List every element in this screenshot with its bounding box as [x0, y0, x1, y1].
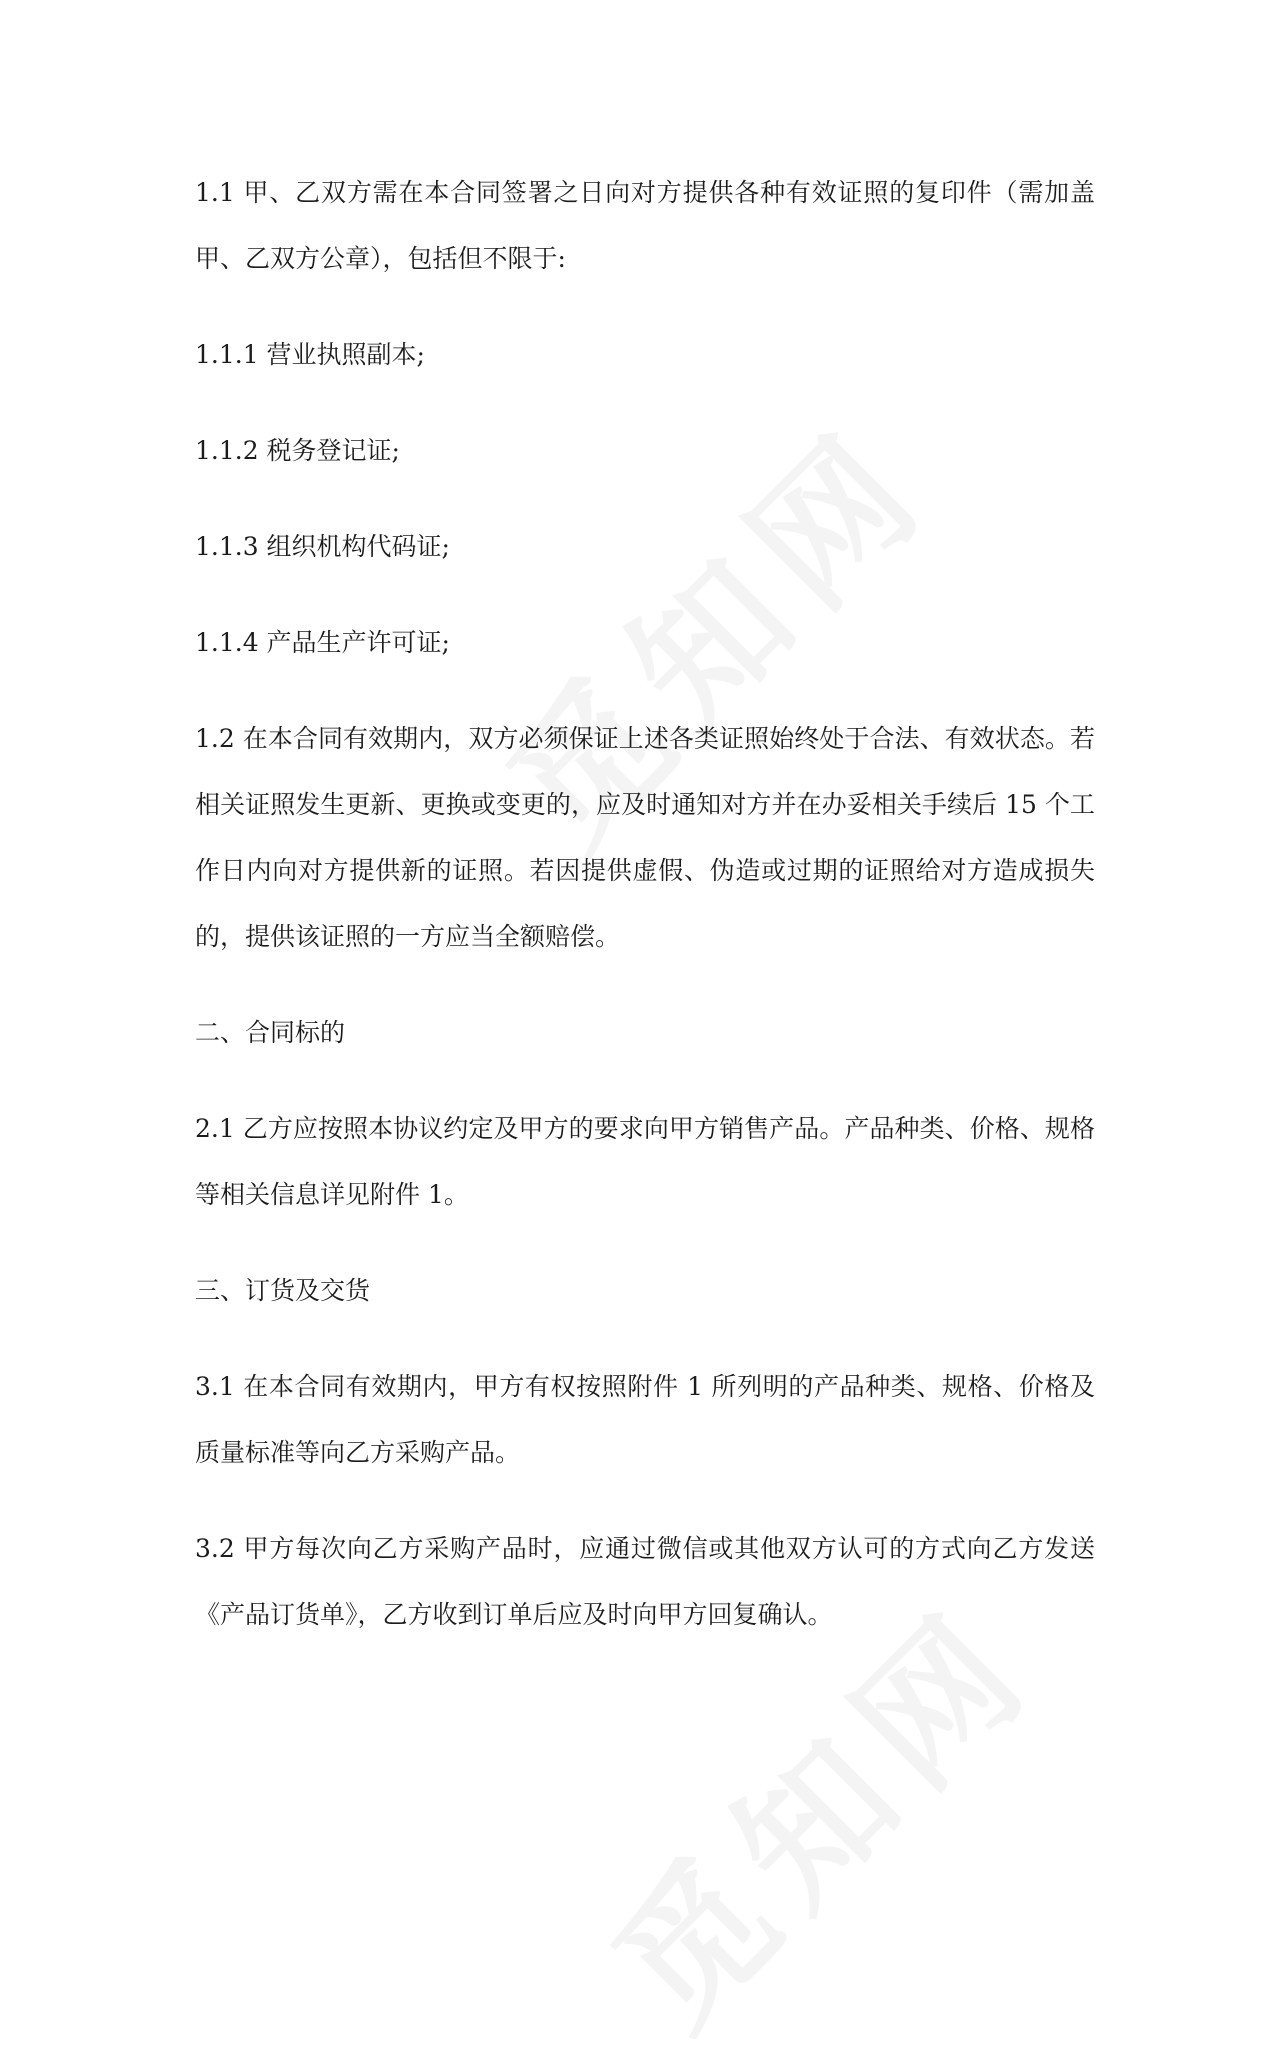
clause-1-2: 1.2 在本合同有效期内，双方必须保证上述各类证照始终处于合法、有效状态。若相关证照发生更新、更换或变更的，应及时通知对方并在办妥相关手续后 15 个工作日内向对方提供新的证照。若因提供虚假、伪造或过期的证照给对方造成损失的，提供该证照的一方应当全额赔偿。: [195, 724, 1095, 951]
clause-1-1-4: 1.1.4 产品生产许可证;: [195, 628, 450, 657]
clause-1-1-1: 1.1.1 营业执照副本;: [195, 340, 425, 369]
clause-3-2: 3.2 甲方每次向乙方采购产品时，应通过微信或其他双方认可的方式向乙方发送《产品订货单》，乙方收到订单后应及时向甲方回复确认。: [195, 1534, 1095, 1629]
clause-2-1: 2.1 乙方应按照本协议约定及甲方的要求向甲方销售产品。产品种类、价格、规格等相关信息详见附件 1。: [195, 1114, 1095, 1209]
clause-1-1-3: 1.1.3 组织机构代码证;: [195, 532, 450, 561]
clause-1-1-2: 1.1.2 税务登记证;: [195, 436, 400, 465]
contract-body: [195, 160, 1095, 1678]
section-heading-2: 二、合同标的: [195, 1018, 346, 1047]
section-heading-3: 三、订货及交货: [195, 1276, 371, 1305]
clause-1-1: 1.1 甲、乙双方需在本合同签署之日向对方提供各种有效证照的复印件（需加盖甲、乙双方公章），包括但不限于:: [195, 178, 1095, 273]
clause-3-1: 3.1 在本合同有效期内，甲方有权按照附件 1 所列明的产品种类、规格、价格及质量标准等向乙方采购产品。: [195, 1372, 1095, 1467]
